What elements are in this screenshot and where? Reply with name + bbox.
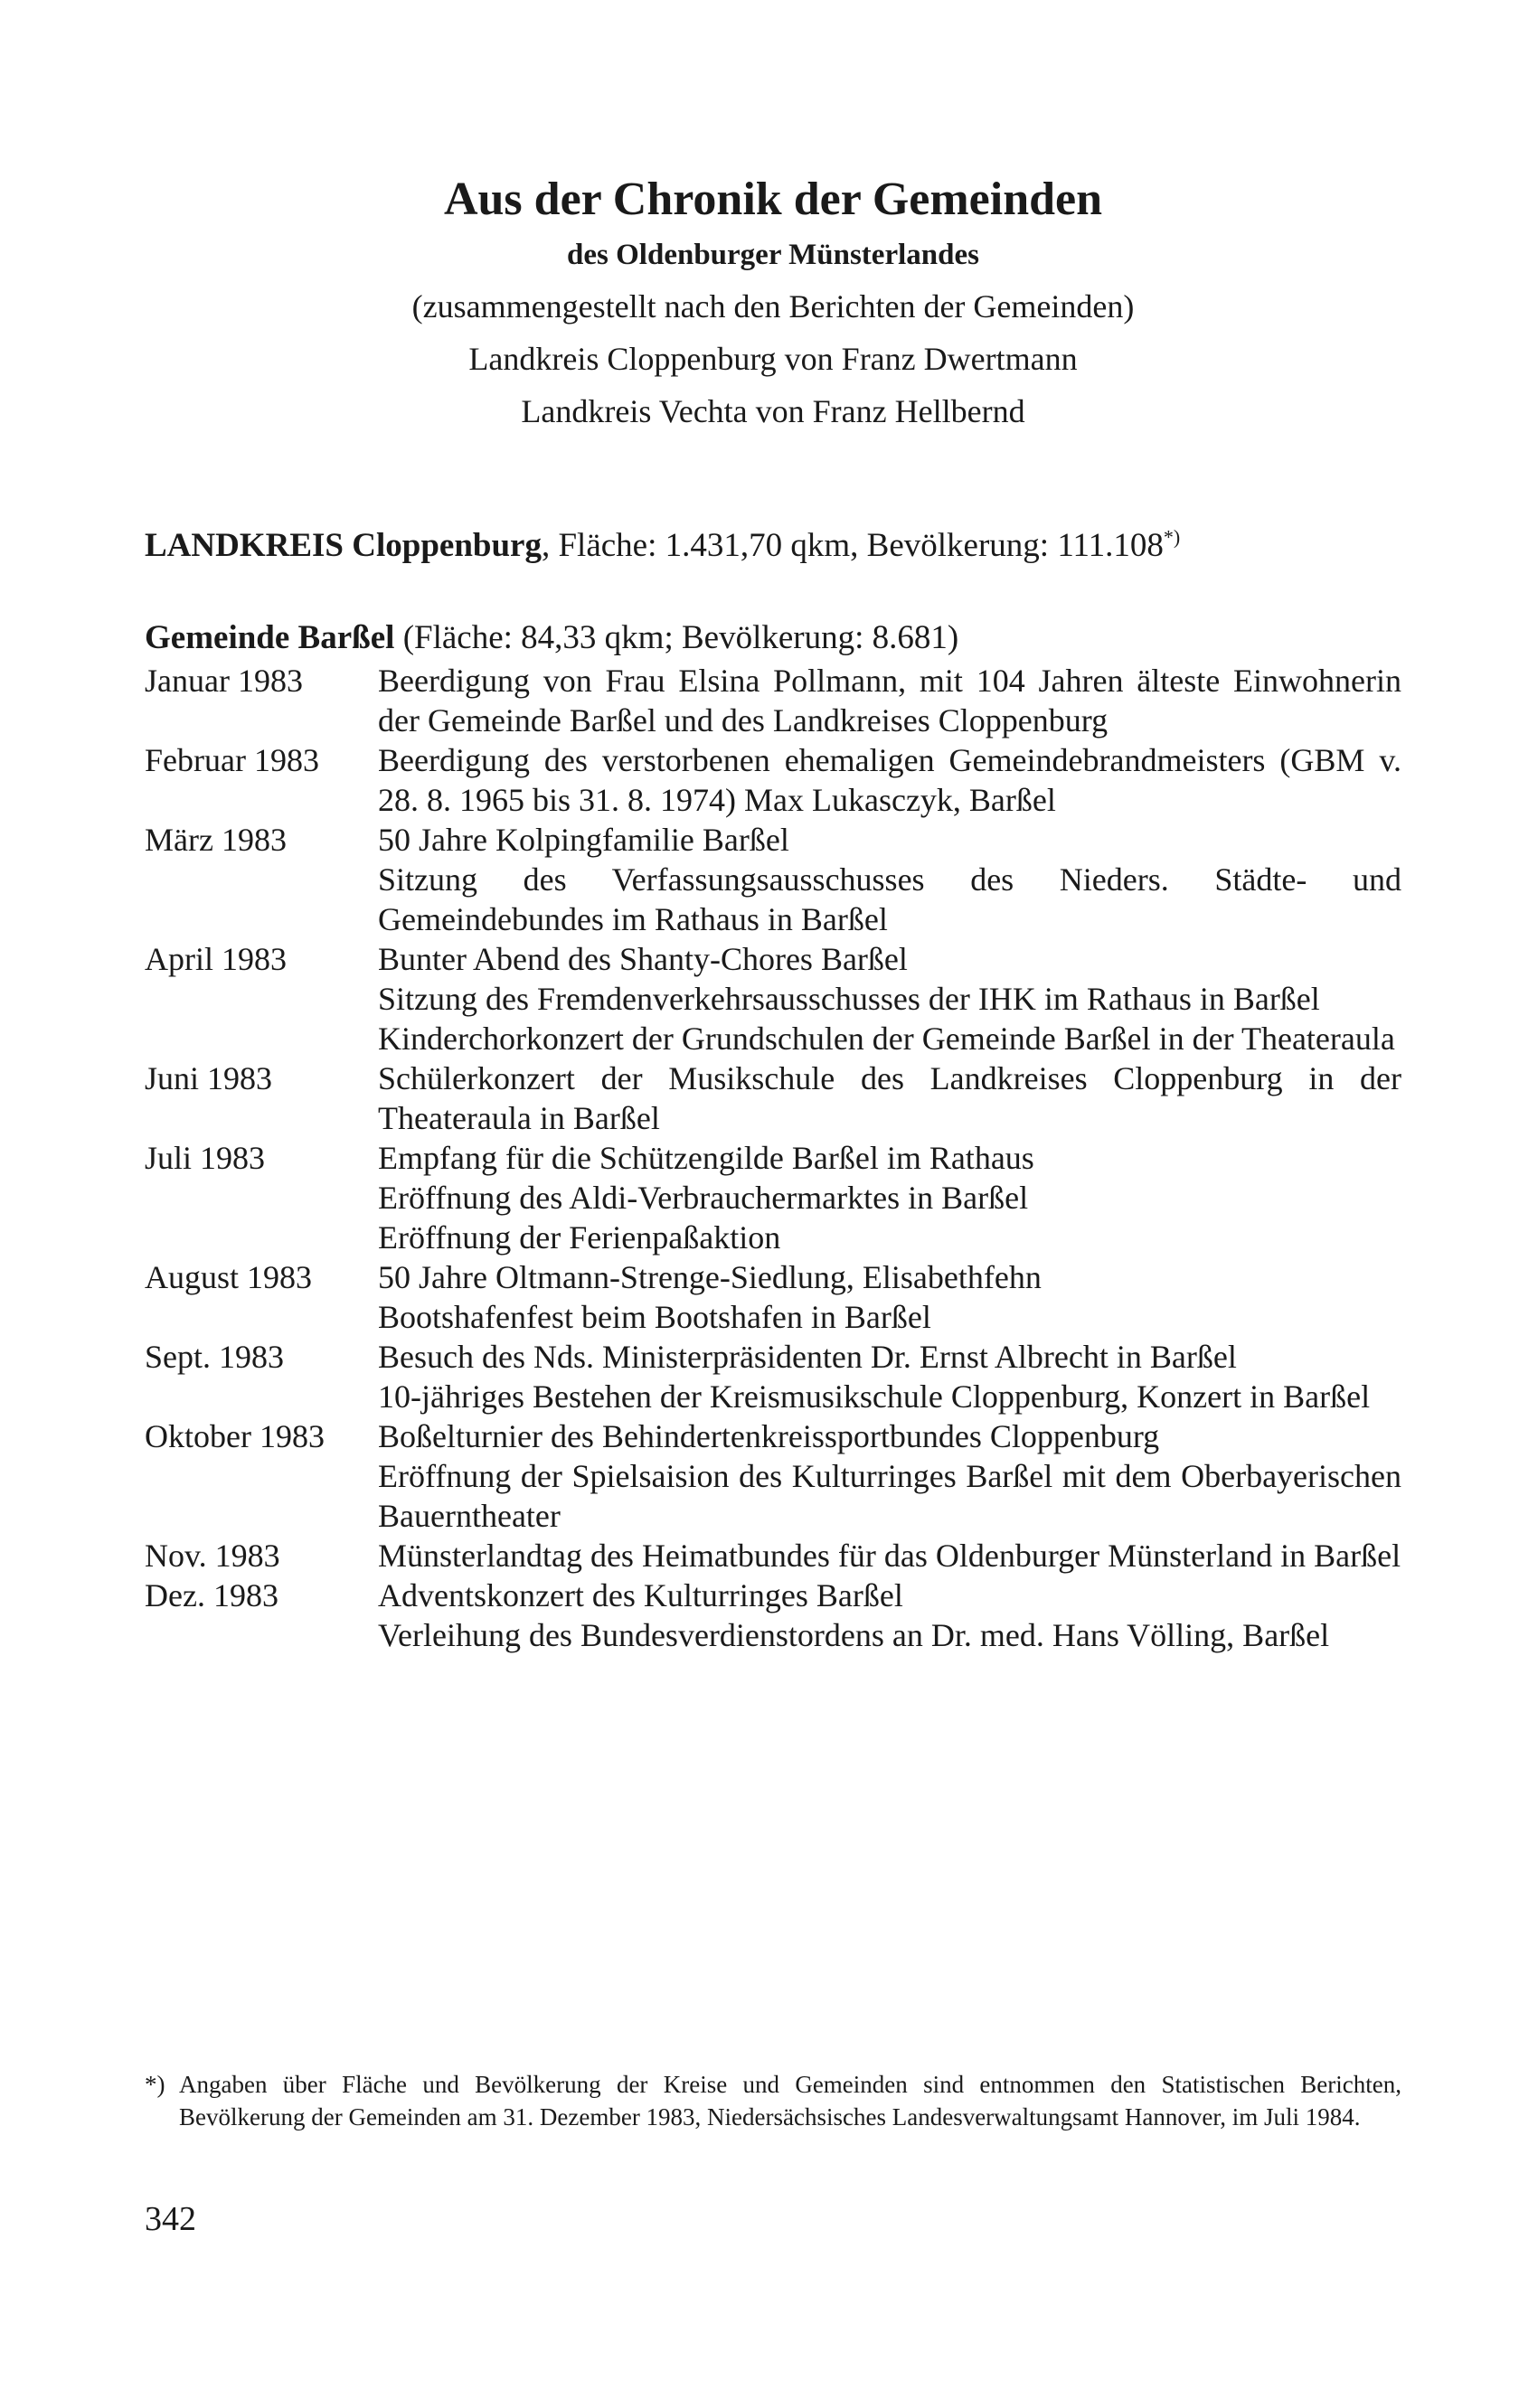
entry-event: 10-jähriges Bestehen der Kreismusikschule Cloppenburg, Konzert in Barßel bbox=[378, 1378, 1371, 1415]
chronicle-entry bbox=[145, 1337, 1401, 1416]
entry-month: Dez. 1983 bbox=[145, 1577, 278, 1613]
footnote bbox=[145, 2068, 1401, 2133]
municipality-label: Gemeinde Barßel bbox=[145, 619, 395, 656]
entry-event: Beerdigung des verstorbenen ehemaligen Gemeindebrandmeisters (GBM v. 28. 8. 1965 bis 31. 8. 1974) Max Lukasczyk, Barßel bbox=[378, 742, 1401, 818]
entry-month: Oktober 1983 bbox=[145, 1418, 325, 1454]
page-number: 342 bbox=[145, 2200, 196, 2238]
entry-month: März 1983 bbox=[145, 822, 287, 858]
footnote-text: Angaben über Fläche und Bevölkerung der Kreise und Gemeinden sind entnommen den Statistischen Berichten, Bevölkerung der Gemeinden am 31. Dezember 1983, Niedersächsisches Landesverwaltungsamt Hannover, im Juli 1984. bbox=[179, 2071, 1401, 2131]
compilation-note: (zusammengestellt nach den Berichten der Gemeinden) bbox=[411, 288, 1135, 325]
entry-month: April 1983 bbox=[145, 941, 287, 977]
page-title: Aus der Chronik der Gemeinden bbox=[443, 174, 1103, 225]
entry-month: Nov. 1983 bbox=[145, 1538, 280, 1574]
footnote-reference: *) bbox=[1163, 525, 1181, 549]
entry-events bbox=[378, 1257, 1401, 1337]
document-page bbox=[145, 172, 1401, 1655]
author-vechta: Landkreis Vechta von Franz Hellbernd bbox=[521, 393, 1025, 429]
chronicle-entry bbox=[145, 1257, 1401, 1337]
entry-events bbox=[378, 1416, 1401, 1536]
entry-event: Schülerkonzert der Musikschule des Landkreises Cloppenburg in der Theateraula in Barßel bbox=[378, 1060, 1401, 1136]
entry-event: Beerdigung von Frau Elsina Pollmann, mit 104 Jahren älteste Einwohnerin der Gemeinde Barßel und des Landkreises Cloppenburg bbox=[378, 663, 1401, 738]
entry-event: 50 Jahre Oltmann-Strenge-Siedlung, Elisabethfehn bbox=[378, 1259, 1042, 1295]
chronicle-header bbox=[145, 172, 1401, 437]
entry-events bbox=[378, 820, 1401, 939]
entry-event: Verleihung des Bundesverdienstordens an Dr. med. Hans Völling, Barßel bbox=[378, 1617, 1330, 1653]
chronicle-entry bbox=[145, 1416, 1401, 1536]
entry-event: Bootshafenfest beim Bootshafen in Barßel bbox=[378, 1299, 931, 1335]
entry-month: Juli 1983 bbox=[145, 1140, 266, 1176]
author-cloppenburg: Landkreis Cloppenburg von Franz Dwertmann bbox=[468, 341, 1078, 377]
page-subtitle: des Oldenburger Münsterlandes bbox=[567, 239, 979, 271]
chronicle-entry bbox=[145, 939, 1401, 1058]
entry-event: Eröffnung des Aldi-Verbrauchermarktes in Barßel bbox=[378, 1180, 1029, 1216]
entry-event: Empfang für die Schützengilde Barßel im Rathaus bbox=[378, 1140, 1034, 1176]
chronicle-entry bbox=[145, 740, 1401, 820]
district-stats: , Fläche: 1.431,70 qkm, Bevölkerung: 111.108 bbox=[541, 527, 1164, 564]
footnote-mark: *) bbox=[145, 2071, 165, 2098]
entry-month: Sept. 1983 bbox=[145, 1339, 285, 1375]
entry-events bbox=[378, 1058, 1401, 1138]
entry-events bbox=[378, 740, 1401, 820]
entry-event: Münsterlandtag des Heimatbundes für das Oldenburger Münsterland in Barßel bbox=[378, 1538, 1401, 1574]
entry-month: Februar 1983 bbox=[145, 742, 319, 778]
entry-event: Bunter Abend des Shanty-Chores Barßel bbox=[378, 941, 908, 977]
entry-month: Juni 1983 bbox=[145, 1060, 273, 1096]
entry-events bbox=[378, 661, 1401, 740]
entry-event: Sitzung des Fremdenverkehrsausschusses der IHK im Rathaus in Barßel bbox=[378, 981, 1320, 1017]
entry-event: Eröffnung der Ferienpaßaktion bbox=[378, 1219, 781, 1256]
municipality-heading bbox=[145, 616, 1401, 661]
chronicle-entry bbox=[145, 1536, 1401, 1576]
entry-events bbox=[378, 1536, 1401, 1576]
chronicle-entry bbox=[145, 1576, 1401, 1655]
chronicle-entry bbox=[145, 661, 1401, 740]
entry-event: Besuch des Nds. Ministerpräsidenten Dr. Ernst Albrecht in Barßel bbox=[378, 1339, 1237, 1375]
chronicle-entries bbox=[145, 661, 1401, 1655]
entry-events bbox=[378, 1337, 1401, 1416]
chronicle-entry bbox=[145, 1058, 1401, 1138]
entry-events bbox=[378, 1576, 1401, 1655]
entry-month: August 1983 bbox=[145, 1259, 313, 1295]
entry-event: Kinderchorkonzert der Grundschulen der Gemeinde Barßel in der Theateraula bbox=[378, 1021, 1395, 1057]
municipality-stats: (Fläche: 84,33 qkm; Bevölkerung: 8.681) bbox=[394, 619, 959, 656]
entry-events bbox=[378, 1138, 1401, 1257]
district-label: LANDKREIS Cloppenburg bbox=[145, 527, 542, 564]
entry-event: 50 Jahre Kolpingfamilie Barßel bbox=[378, 822, 789, 858]
chronicle-entry bbox=[145, 820, 1401, 939]
entry-event: Boßelturnier des Behindertenkreissportbundes Cloppenburg bbox=[378, 1418, 1160, 1454]
entry-events bbox=[378, 939, 1401, 1058]
entry-month: Januar 1983 bbox=[145, 663, 303, 699]
chronicle-entry bbox=[145, 1138, 1401, 1257]
district-heading bbox=[145, 523, 1401, 569]
entry-event: Adventskonzert des Kulturringes Barßel bbox=[378, 1577, 903, 1613]
entry-event: Sitzung des Verfassungsausschusses des Nieders. Städte- und Gemeindebundes im Rathaus in Barßel bbox=[378, 861, 1401, 937]
entry-event: Eröffnung der Spielsaision des Kulturringes Barßel mit dem Oberbayerischen Bauerntheater bbox=[378, 1458, 1401, 1534]
